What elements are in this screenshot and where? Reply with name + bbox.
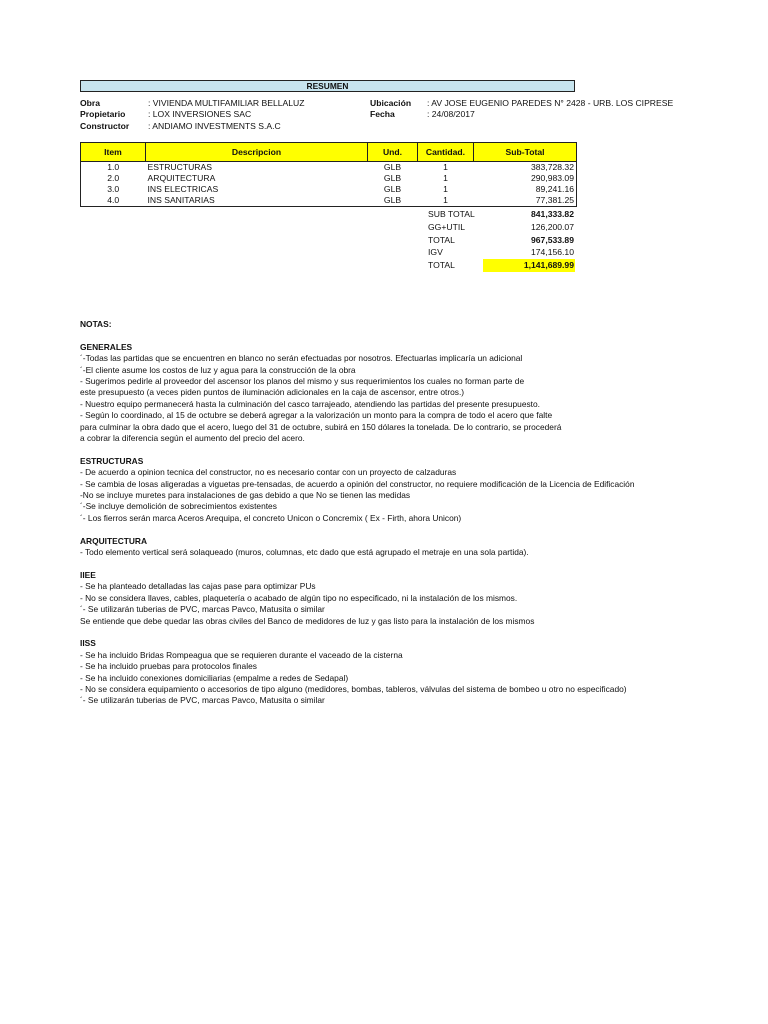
table-header-row xyxy=(81,143,577,162)
gg-util-label: GG+UTIL xyxy=(428,222,466,232)
header-cantidad: Cantidad. xyxy=(418,143,474,162)
note-line: - Se cambia de losas aligeradas a viguetas pre-tensadas, de acuerdo a opinión del constructor, no requiere modificación de la Licencia de Edificación xyxy=(80,478,635,489)
cell-descripcion: INS ELECTRICAS xyxy=(147,184,219,194)
note-line: Se entiende que debe quedar las obras civiles del Banco de medidores de luz y gas listo para la instalación de los mismos xyxy=(80,615,535,626)
fecha-value: : 24/08/2017 xyxy=(427,109,475,119)
header-subtotal: Sub-Total xyxy=(474,143,577,162)
budget-table xyxy=(80,142,577,207)
note-line: - Nuestro equipo permanecerá hasta la culminación del casco tarrajeado, atendiendo las partidas del presente presupuesto. xyxy=(80,398,540,409)
cell-cantidad: 1 xyxy=(443,162,448,172)
note-line: - No se considera llaves, cables, plaquetería o acabado de algún tipo no especificado, ni la instalación de los mismos. xyxy=(80,592,518,603)
gg-util-value: 126,200.07 xyxy=(530,222,574,232)
total-value: 967,533.89 xyxy=(530,235,574,245)
constructor-value: : ANDIAMO INVESTMENTS S.A.C xyxy=(148,121,281,131)
igv-value: 174,156.10 xyxy=(530,247,574,257)
cell-subtotal: 383,728.32 xyxy=(474,162,577,174)
table-row xyxy=(81,173,577,184)
note-line: - De acuerdo a opinion tecnica del constructor, no es necesario contar con un proyecto de calzaduras xyxy=(80,467,457,478)
cell-und: GLB xyxy=(368,195,418,207)
note-line: ´-El cliente asume los costos de luz y agua para la construcción de la obra xyxy=(80,364,356,375)
igv-label: IGV xyxy=(428,247,443,257)
constructor-label: Constructor xyxy=(80,121,130,131)
cell-und: GLB xyxy=(383,162,402,172)
subtotal-label: SUB TOTAL xyxy=(428,209,475,219)
note-line: ´-Todas las partidas que se encuentren en blanco no serán efectuadas por nosotros. Efectuarlas implicaría un adicional xyxy=(80,353,523,364)
note-line: -No se incluye muretes para instalaciones de gas debido a que No se tienen las medidas xyxy=(80,490,411,501)
cell-descripcion: ESTRUCTURAS xyxy=(147,162,212,172)
cell-descripcion: INS SANITARIAS xyxy=(146,195,368,207)
table-row xyxy=(81,162,577,174)
cell-und: GLB xyxy=(383,184,402,194)
iiee-heading: IIEE xyxy=(80,569,96,580)
notes-heading: NOTAS: xyxy=(80,319,112,329)
cell-und: GLB xyxy=(383,173,402,183)
propietario-label: Propietario xyxy=(80,109,126,119)
note-line: - Se ha incluido pruebas para protocolos finales xyxy=(80,661,257,672)
cell-cantidad: 1 xyxy=(443,173,448,183)
estructuras-heading: ESTRUCTURAS xyxy=(80,455,144,466)
note-line: ´- Se utilizarán tuberias de PVC, marcas Pavco, Matusita o similar xyxy=(80,604,325,615)
total-label: TOTAL xyxy=(428,235,455,245)
cell-item: 3.0 xyxy=(81,184,146,195)
table-row xyxy=(81,184,577,195)
cell-descripcion: ARQUITECTURA xyxy=(147,173,216,183)
note-line: - Se ha incluido Bridas Rompeagua que se requieren durante el vaceado de la cisterna xyxy=(80,649,403,660)
cell-item: 2.0 xyxy=(81,173,146,184)
note-line: - Todo elemento vertical será solaqueado (muros, columnas, etc dado que está agrupado el metraje en una sola partida). xyxy=(80,547,529,558)
note-line: - Se ha planteado detalladas las cajas pase para optimizar PUs xyxy=(80,581,316,592)
ubicacion-label: Ubicación xyxy=(370,98,412,108)
cell-item: 1.0 xyxy=(81,162,146,174)
cell-cantidad: 1 xyxy=(443,184,448,194)
note-line: ´- Los fierros serán marca Aceros Arequipa, el concreto Unicon o Concremix ( Ex - Firth, ahora Unicon) xyxy=(80,512,462,523)
generales-heading: GENERALES xyxy=(80,341,133,352)
note-line: - No se considera equipamiento o accesorios de tipo alguno (medidores, bombas, tableros, válvulas del sistema de bombeo u otro no especificado) xyxy=(80,683,627,694)
ubicacion-value: : AV JOSE EUGENIO PAREDES N° 2428 - URB. LOS CIPRESE xyxy=(427,98,674,108)
note-line: - Sugerimos pedirle al proveedor del ascensor los planos del mismo y sus requerimientos los cuales no forman parte de xyxy=(80,376,525,387)
note-line: ´-Se incluye demolición de sobrecimientos existentes xyxy=(80,501,277,512)
header-descripcion: Descripcion xyxy=(146,143,368,162)
cell-subtotal: 290,983.09 xyxy=(474,173,577,184)
cell-subtotal: 77,381.25 xyxy=(474,195,577,207)
arquitectura-heading: ARQUITECTURA xyxy=(80,535,147,546)
notes-section xyxy=(80,319,720,707)
obra-value: : VIVIENDA MULTIFAMILIAR BELLALUZ xyxy=(148,98,305,108)
cell-item: 4.0 xyxy=(81,195,146,207)
note-line: para culminar la obra dado que el acero, luego del 31 de octubre, subirá en 150 dólares la tonelada. De lo contrario, se procederá xyxy=(80,421,562,432)
table-row xyxy=(81,195,577,207)
cell-subtotal: 89,241.16 xyxy=(474,184,577,195)
header-item: Item xyxy=(81,143,146,162)
note-line: a cobrar la diferencia según el aumento del precio del acero. xyxy=(80,433,305,444)
iiss-heading: IISS xyxy=(80,638,96,649)
final-total-value: 1,141,689.99 xyxy=(523,260,574,270)
summary-title: RESUMEN xyxy=(80,80,575,92)
fecha-label: Fecha xyxy=(370,109,395,119)
obra-label: Obra xyxy=(80,98,101,108)
header-und: Und. xyxy=(368,143,418,162)
note-line: - Se ha incluido conexiones domiciliarias (empalme a redes de Sedapal) xyxy=(80,672,349,683)
propietario-value: : LOX INVERSIONES SAC xyxy=(148,109,252,119)
note-line: - Según lo coordinado, al 15 de octubre se deberá agregar a la valorización un monto para la compra de todo el acero que falte xyxy=(80,410,553,421)
note-line: este presupuesto (a veces piden puntos de iluminación adicionales en la caja de ascensor, entre otros.) xyxy=(80,387,465,398)
final-total-label: TOTAL xyxy=(428,260,455,270)
cell-cantidad: 1 xyxy=(418,195,474,207)
note-line: ´- Se utilizarán tuberias de PVC, marcas Pavco, Matusita o similar xyxy=(80,695,325,706)
subtotal-value: 841,333.82 xyxy=(530,209,574,219)
